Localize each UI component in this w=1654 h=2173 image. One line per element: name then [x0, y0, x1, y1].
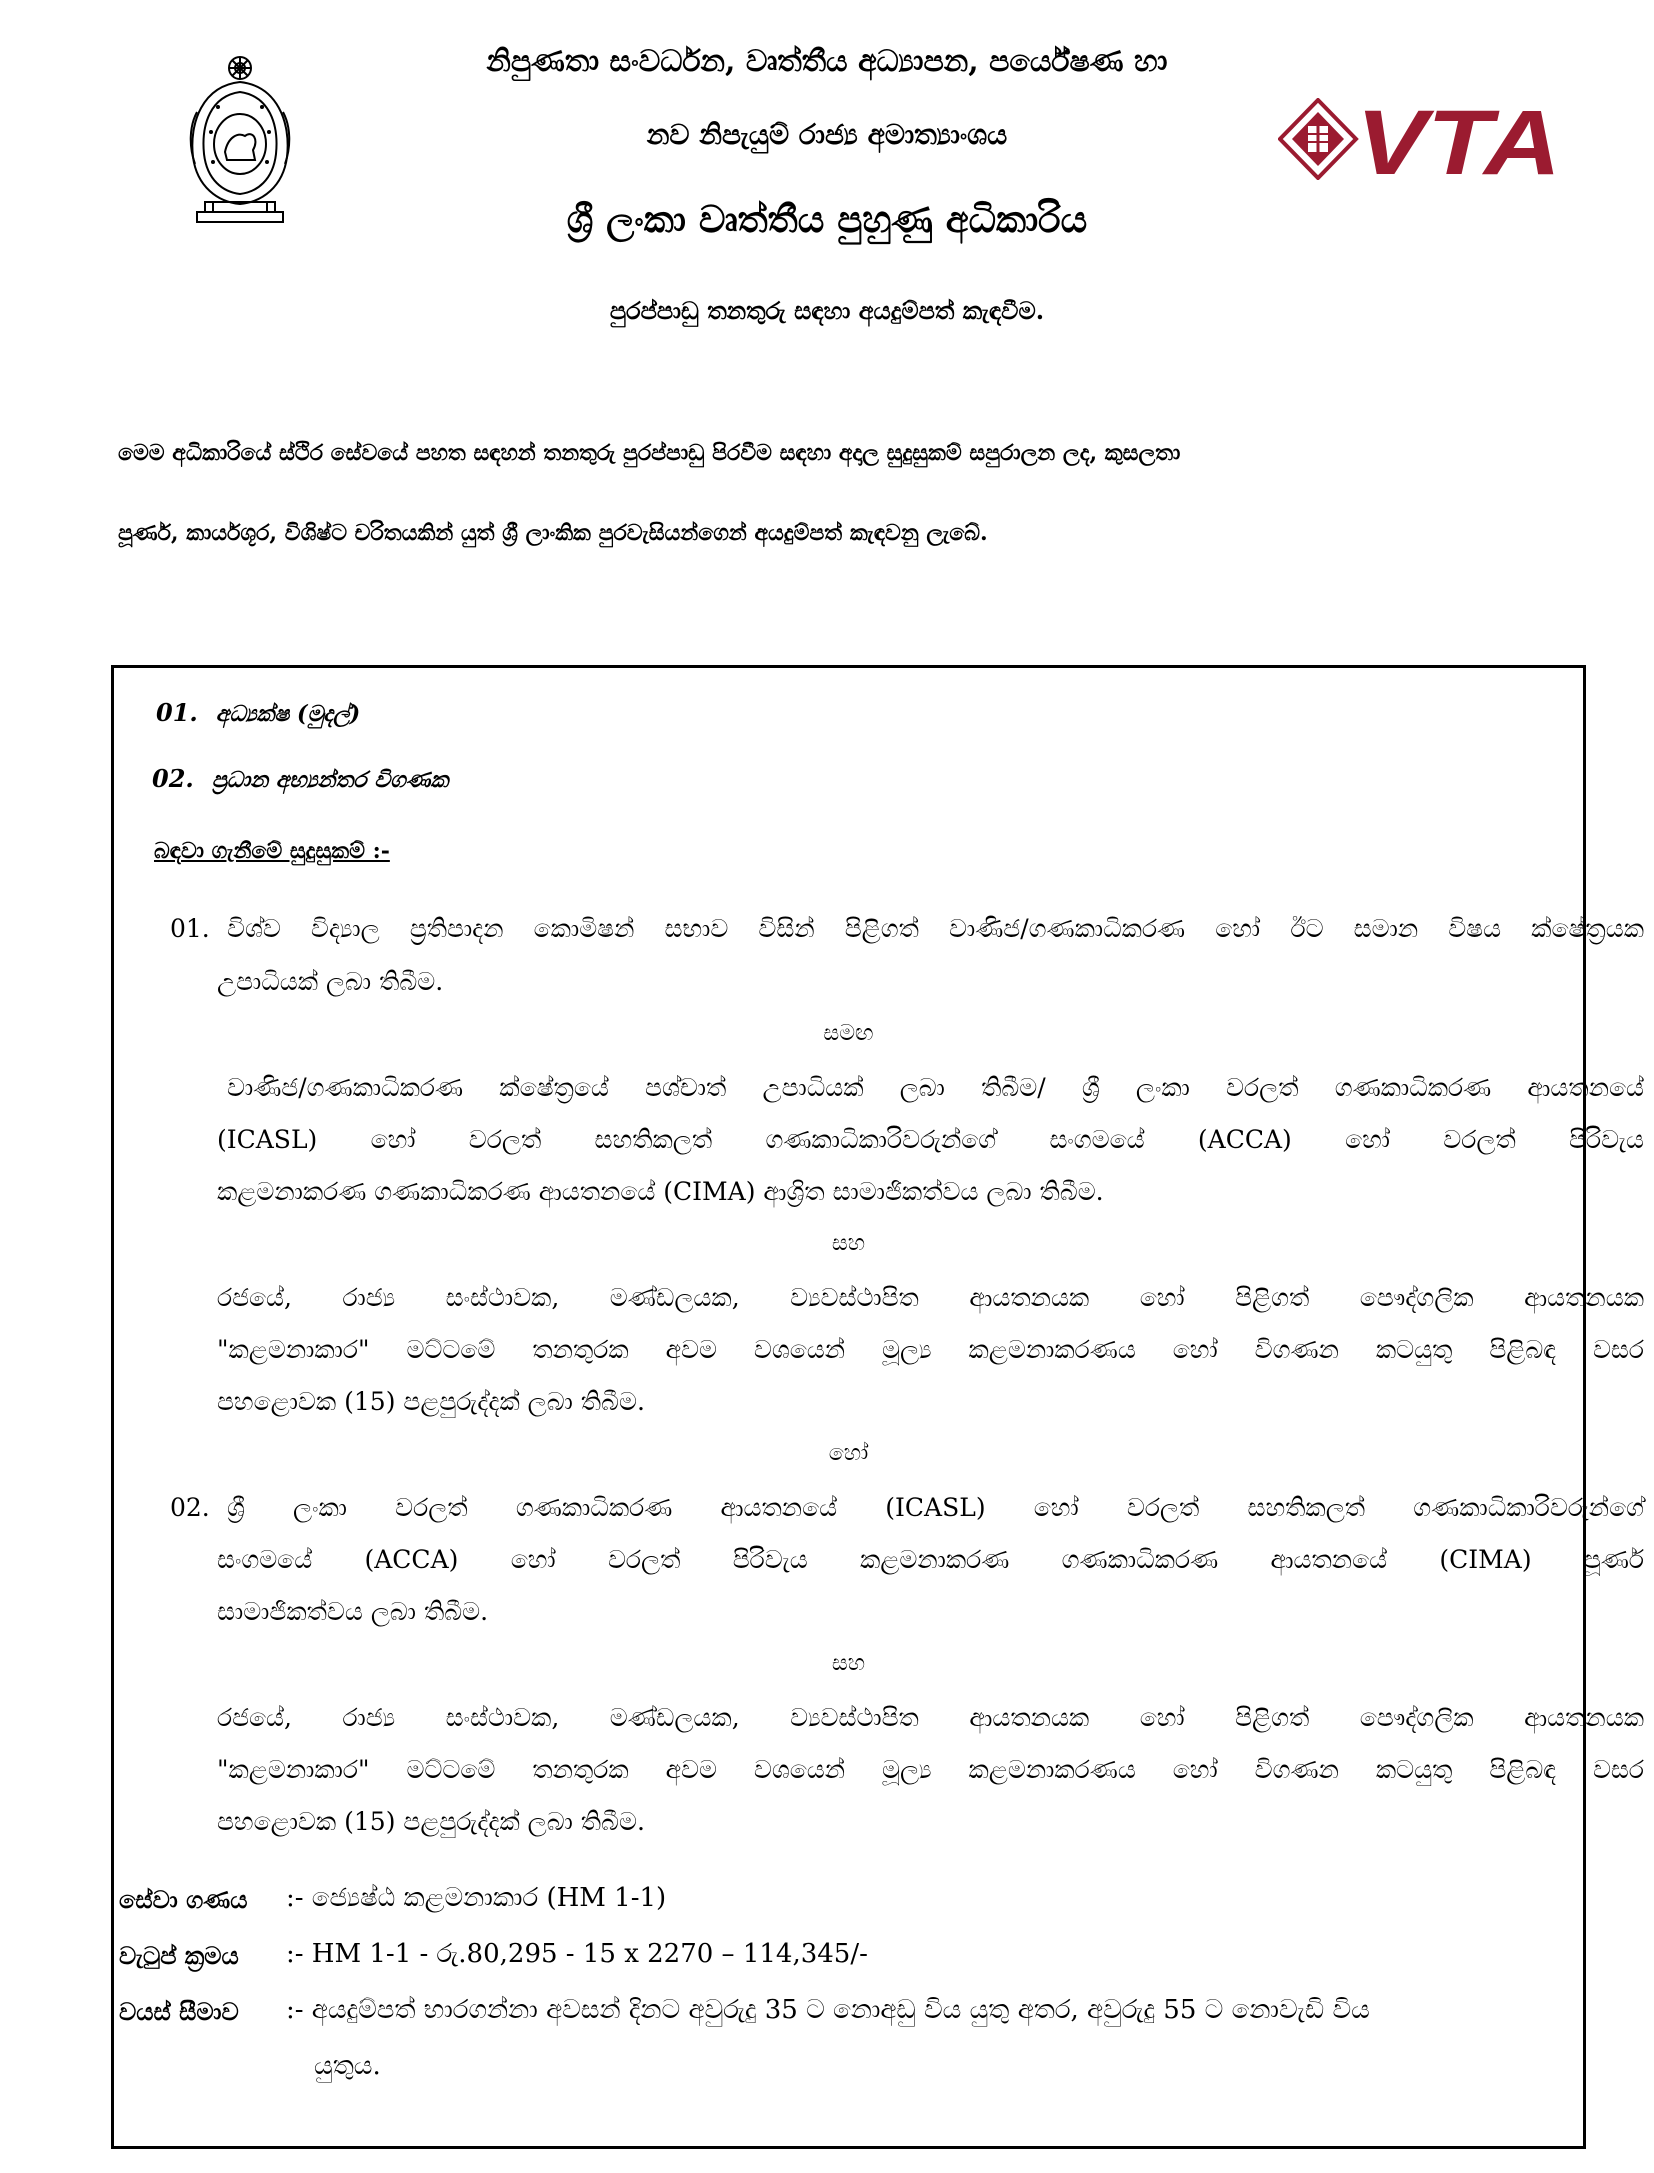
requirement-1-line2: උපාධියක් ලබා තිබීම. — [217, 967, 444, 996]
requirement-1b-line1: වාණිජ/ගණකාධිකරණ ක්ෂේත්‍රයේ පශ්චාත් උපාධියක් ලබා තිබීම/ ශ්‍රී ලංකා වරලත් ගණකාධිකරණ ආයතනයේ — [227, 1073, 1644, 1102]
post-number: 01. — [156, 698, 198, 727]
requirement-2-line1: ශ්‍රී ලංකා වරලත් ගණකාධිකරණ ආයතනයේ (ICASL) හෝ වරලත් සහතිකලත් ගණකාධිකාරිවරුන්ගේ — [227, 1493, 1644, 1522]
requirement-2-line2: සංගමයේ (ACCA) හෝ වරලත් පිරිවැය කළමනාකරණ ගණකාධිකරණ ආයතනයේ (CIMA) පූර්ණ — [217, 1545, 1644, 1574]
requirement-2-line3: සාමාජිකත්වය ලබා තිබීම. — [217, 1597, 489, 1626]
and-also-separator: සමඟ — [823, 1021, 874, 1046]
service-category-value: :- ජ්‍යෙෂ්ඨ කළමනාකාර (HM 1-1) — [286, 1883, 667, 1913]
requirement-1b-line3: කළමනාකරණ ගණකාධිකරණ ආයතනයේ (CIMA) ආශ්‍රිත සාමාජිකත්වය ලබා තිබීම. — [217, 1177, 1104, 1206]
salary-scale-label: වැටුප් ක්‍රමය — [119, 1941, 239, 1970]
requirement-1b-line2: (ICASL) හෝ වරලත් සහතිකලත් ගණකාධිකාරිවරුන්ගේ සංගමයේ (ACCA) හෝ වරලත් පිරිවැය — [217, 1125, 1644, 1154]
experience-2-line3: පහළොවක (15) පළපුරුද්දක් ලබා තිබීම. — [217, 1807, 645, 1836]
requirement-2-number: 02. — [170, 1493, 210, 1522]
post-item-2 — [152, 764, 448, 793]
intro-paragraph-line1: මෙම අධිකාරියේ ස්ථිර සේවයේ පහත සඳහන් තනතුරු පුරප්පාඩු පිරවීම සඳහා අදාල සුදුසුකම් සපුරාලන ලද, කුසලතා — [118, 440, 1181, 466]
or-separator: හෝ — [828, 1441, 869, 1466]
and-separator-2: සහ — [831, 1651, 866, 1676]
experience-2-line2: "කළමනාකාර" මට්ටමේ තනතුරක අවම වශයෙන් මූල්‍ය කළමනාකරණය හෝ විගණන කටයුතු පිළිබඳ වසර — [217, 1755, 1644, 1784]
intro-paragraph-line2: පූර්ණ, කාර්යශූර, විශිෂ්ට චරිතයකින් යුත් ශ්‍රී ලාංකික පුරවැසියන්ගෙන් අයදුම්පත් කැඳවනු ලැබේ. — [118, 520, 988, 546]
ministry-name-line1: නිපුණතා සංවර්ධන, වෘත්තීය අධ්‍යාපන, පර්යේෂණ හා — [486, 44, 1168, 79]
authority-name: ශ්‍රී ලංකා වෘත්තීය පුහුණු අධිකාරිය — [566, 197, 1088, 241]
vacancy-details-box — [111, 665, 1644, 2149]
post-number: 02. — [152, 764, 194, 793]
age-limit-value-line1: :- අයදුම්පත් භාරගන්නා අවසන් දිනට අවුරුදු 35 ට නොඅඩු විය යුතු අතර, අවුරුදු 55 ට නොවැඩි විය — [286, 1995, 1370, 2025]
requirements-heading: බඳවා ගැනීමේ සුදුසුකම් :- — [154, 838, 390, 864]
post-title: අධ්‍යක්ෂ (මුදල්) — [215, 701, 361, 727]
experience-1-line1: රජයේ, රාජ්‍ය සංස්ථාවක, මණ්ඩලයක, ව්‍යවස්ථාපිත ආයතනයක හෝ පිළිගත් පෞද්ගලික ආයතනයක — [217, 1283, 1644, 1312]
requirement-1-number: 01. — [170, 914, 210, 943]
ministry-name-line2: නව නිපැයුම් රාජ්‍ය අමාත්‍යාංශය — [646, 118, 1008, 151]
experience-1-line2: "කළමනාකාර" මට්ටමේ තනතුරක අවම වශයෙන් මූල්‍ය කළමනාකරණය හෝ විගණන කටයුතු පිළිබඳ වසර — [217, 1335, 1644, 1364]
experience-1-line3: පහළොවක (15) පළපුරුද්දක් ලබා තිබීම. — [217, 1387, 645, 1416]
post-title: ප්‍රධාන අභ්‍යන්තර විගණක — [211, 767, 449, 793]
age-limit-value-line2: යුතුය. — [314, 2051, 381, 2081]
vta-logo-text: VTA — [1356, 98, 1561, 180]
service-category-label: සේවා ගණය — [119, 1885, 248, 1914]
age-limit-label: වයස් සීමාව — [119, 1997, 239, 2026]
experience-2-line1: රජයේ, රාජ්‍ය සංස්ථාවක, මණ්ඩලයක, ව්‍යවස්ථාපිත ආයතනයක හෝ පිළිගත් පෞද්ගලික ආයතනයක — [217, 1703, 1644, 1732]
and-separator-1: සහ — [831, 1231, 866, 1256]
salary-scale-value: :- HM 1-1 - රු.80,295 - 15 x 2270 – 114,345/- — [286, 1939, 868, 1969]
requirement-1-line1: විශ්ව විද්‍යාල ප්‍රතිපාදන කොමිෂන් සභාව විසින් පිළිගත් වාණිජ/ගණකාධිකරණ හෝ ඊට සමාන විෂය ක්ෂේත්‍රයක — [227, 914, 1644, 943]
notice-title: පුරප්පාඩු තනතුරු සඳහා අයදුම්පත් කැඳවීම. — [609, 296, 1045, 325]
post-item-1 — [156, 698, 360, 727]
